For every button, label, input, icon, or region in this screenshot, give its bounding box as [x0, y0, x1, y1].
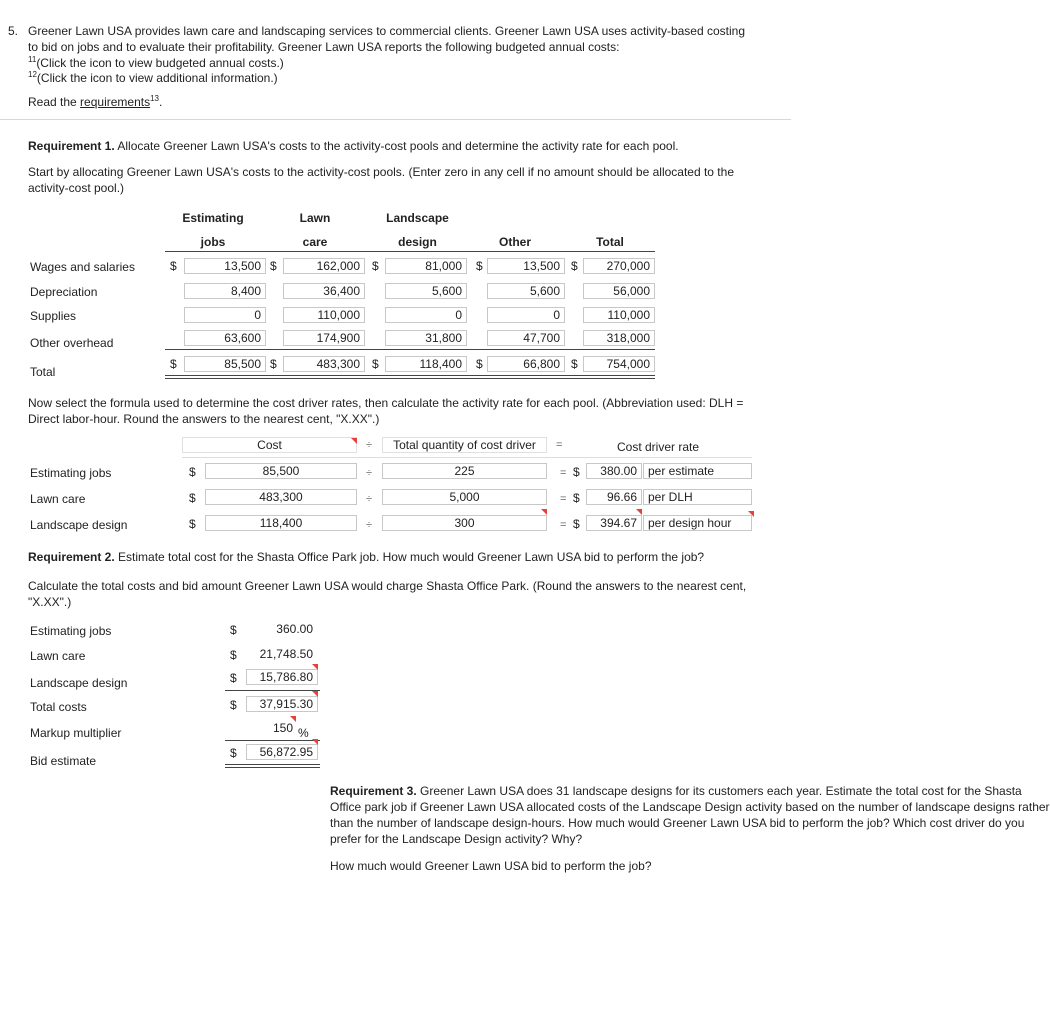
equals-icon: =	[560, 493, 567, 505]
supplies-other-input[interactable]: 0	[487, 307, 565, 323]
divide-icon: ÷	[366, 439, 373, 451]
rate-header-underline	[182, 457, 752, 458]
col-header-landscape: design	[398, 235, 437, 249]
col-header-estimating: jobs	[200, 235, 226, 249]
reference-text: (Click the icon to view additional information.)	[36, 71, 278, 85]
total-lawn-input[interactable]: 483,300	[283, 356, 365, 372]
currency-sign: $	[573, 491, 580, 505]
rate-label-lawn: Lawn care	[30, 492, 86, 506]
budgeted-costs-link[interactable]	[28, 55, 284, 70]
wages-landscape-input[interactable]: 81,000	[385, 258, 467, 274]
rate-qty-landscape-input[interactable]: 300	[382, 515, 547, 531]
rate-cost-lawn-input[interactable]: 483,300	[205, 489, 357, 505]
row-label-wages: Wages and salaries	[30, 260, 135, 274]
question-number: 5.	[8, 24, 19, 38]
rate-label-estimating: Estimating jobs	[30, 466, 112, 480]
currency-sign: $	[573, 517, 580, 531]
row-label-depreciation: Depreciation	[30, 285, 98, 299]
header-underline	[165, 251, 655, 252]
requirements-ref: 13	[150, 94, 159, 103]
wages-lawn-input[interactable]: 162,000	[283, 258, 365, 274]
req2-lawn-input[interactable]: 21,748.50	[246, 646, 318, 662]
reference-number: 12	[28, 70, 37, 79]
req2-instruction-1: Calculate the total costs and bid amount Greener Lawn USA would charge Shasta Office Park. (Round the answers to the nearest cent,	[28, 579, 747, 593]
equals-icon: =	[560, 519, 567, 531]
col-header-total: Total	[596, 235, 624, 249]
formula-quantity-select[interactable]: Total quantity of cost driver	[382, 437, 547, 453]
currency-sign: $	[476, 259, 483, 273]
col-header-lawn: care	[302, 235, 328, 249]
wages-other-input[interactable]: 13,500	[487, 258, 565, 274]
req2-label-estimating: Estimating jobs	[30, 624, 112, 638]
req2-label-bid: Bid estimate	[30, 754, 97, 768]
divide-icon: ÷	[366, 493, 373, 505]
currency-sign: $	[230, 623, 237, 637]
currency-sign: $	[573, 465, 580, 479]
rate-qty-lawn-input[interactable]: 5,000	[382, 489, 547, 505]
currency-sign: $	[170, 357, 177, 371]
req1-instruction-2: activity-cost pool.)	[28, 181, 125, 195]
reference-text: (Click the icon to view budgeted annual costs.)	[36, 56, 284, 70]
dropdown-indicator-icon	[351, 438, 357, 444]
supplies-landscape-input[interactable]: 0	[385, 307, 467, 323]
incorrect-flag-icon	[312, 739, 318, 745]
currency-sign: $	[230, 648, 237, 662]
intro-line-2: to bid on jobs and to evaluate their profitability. Greener Lawn USA reports the following budgeted annual costs:	[28, 40, 620, 54]
supplies-total-input[interactable]: 110,000	[583, 307, 655, 323]
reference-number: 11	[28, 55, 37, 64]
read-suffix: .	[158, 95, 163, 109]
col-header-lawn: Lawn	[299, 211, 331, 225]
formula-cost-select[interactable]: Cost	[182, 437, 357, 453]
incorrect-flag-icon	[636, 509, 642, 515]
row-label-other-overhead: Other overhead	[30, 336, 114, 350]
req3-line-4: prefer for the Landscape Design activity? Why?	[330, 832, 583, 846]
wages-estimating-input[interactable]: 13,500	[184, 258, 266, 274]
depreciation-landscape-input[interactable]: 5,600	[385, 283, 467, 299]
req2-markup-input[interactable]: 150	[270, 720, 296, 736]
overhead-estimating-input[interactable]: 63,600	[184, 330, 266, 346]
req1-instruction-1: Start by allocating Greener Lawn USA's costs to the activity-cost pools. (Enter zero in any cell if no amount should be allocated to the	[28, 165, 734, 179]
incorrect-flag-icon	[541, 509, 547, 515]
req2-instruction-2: "X.XX".)	[28, 595, 72, 609]
req2-label-total-costs: Total costs	[30, 700, 87, 714]
rate-cost-landscape-input[interactable]: 118,400	[205, 515, 357, 531]
depreciation-estimating-input[interactable]: 8,400	[184, 283, 266, 299]
incorrect-flag-icon	[290, 716, 296, 722]
currency-sign: $	[270, 259, 277, 273]
overhead-total-input[interactable]: 318,000	[583, 330, 655, 346]
req2-title: Requirement 2.	[28, 550, 115, 564]
req1-title: Requirement 1.	[28, 139, 115, 153]
unit-lawn-select[interactable]: per DLH	[643, 489, 752, 505]
unit-landscape-select[interactable]: per design hour	[643, 515, 752, 531]
req2-heading	[28, 550, 704, 564]
req2-bid-double-underline	[225, 764, 320, 765]
rate-instruction-1: Now select the formula used to determine the cost driver rates, then calculate the activity rate for each pool. (Abbreviation used: DLH =	[28, 396, 744, 410]
unit-estimating-select[interactable]: per estimate	[643, 463, 752, 479]
row-label-supplies: Supplies	[30, 309, 77, 323]
supplies-lawn-input[interactable]: 110,000	[283, 307, 365, 323]
currency-sign: $	[230, 746, 237, 760]
currency-sign: $	[476, 357, 483, 371]
equals-icon: =	[560, 467, 567, 479]
divider	[0, 119, 791, 120]
rate-instruction-2: Direct labor-hour. Round the answers to the nearest cent, "X.XX".)	[28, 412, 380, 426]
intro-line-1: Greener Lawn USA provides lawn care and landscaping services to commercial clients. Greener Lawn USA uses activity-based costing	[28, 24, 746, 38]
rate-estimating-input[interactable]: 380.00	[586, 463, 642, 479]
cost-driver-rate-header: Cost driver rate	[617, 440, 700, 454]
additional-info-link[interactable]	[28, 70, 278, 85]
req3-line-2: Office park job if Greener Lawn USA allocated costs of the Landscape Design activity based on the number of landscape designs rather	[330, 800, 1050, 814]
col-header-estimating: Estimating	[182, 211, 244, 225]
req3-line-3: than the number of landscape design-hours. How much would Greener Lawn USA bid to perform the job? Which cost driver do you	[330, 816, 1025, 830]
req3-title: Requirement 3.	[330, 784, 417, 798]
incorrect-flag-icon	[748, 511, 754, 517]
currency-sign: $	[189, 517, 196, 531]
rate-qty-estimating-input[interactable]: 225	[382, 463, 547, 479]
overhead-landscape-input[interactable]: 31,800	[385, 330, 467, 346]
divide-icon: ÷	[366, 467, 373, 479]
total-total-input[interactable]: 754,000	[583, 356, 655, 372]
rate-label-landscape: Landscape design	[30, 518, 128, 532]
row-label-total: Total	[30, 365, 56, 379]
read-requirements	[28, 94, 162, 109]
incorrect-flag-icon	[312, 691, 318, 697]
currency-sign: $	[372, 357, 379, 371]
incorrect-flag-icon	[312, 664, 318, 670]
overhead-lawn-input[interactable]: 174,900	[283, 330, 365, 346]
supplies-estimating-input[interactable]: 0	[184, 307, 266, 323]
total-landscape-input[interactable]: 118,400	[385, 356, 467, 372]
depreciation-other-input[interactable]: 5,600	[487, 283, 565, 299]
requirements-link[interactable]: requirements	[80, 95, 151, 109]
currency-sign: $	[189, 491, 196, 505]
req2-total-costs-input[interactable]: 37,915.30	[246, 696, 318, 712]
divide-icon: ÷	[366, 519, 373, 531]
req2-markup-underline	[225, 740, 320, 741]
currency-sign: $	[270, 357, 277, 371]
currency-sign: $	[571, 357, 578, 371]
currency-sign: $	[571, 259, 578, 273]
subtotal-underline	[165, 349, 655, 350]
total-other-input[interactable]: 66,800	[487, 356, 565, 372]
col-header-landscape: Landscape	[386, 211, 449, 225]
depreciation-total-input[interactable]: 56,000	[583, 283, 655, 299]
currency-sign: $	[189, 465, 196, 479]
depreciation-lawn-input[interactable]: 36,400	[283, 283, 365, 299]
req3-question: How much would Greener Lawn USA bid to perform the job?	[330, 859, 652, 873]
req2-label-lawn: Lawn care	[30, 649, 86, 663]
req2-estimating-input[interactable]: 360.00	[246, 621, 318, 637]
col-header-other: Other	[498, 235, 531, 249]
total-estimating-input[interactable]: 85,500	[184, 356, 266, 372]
total-double-underline	[165, 378, 655, 379]
req2-title-text: Estimate total cost for the Shasta Office Park job. How much would Greener Lawn USA bid to perform the job?	[114, 550, 705, 564]
rate-cost-estimating-input[interactable]: 85,500	[205, 463, 357, 479]
rate-lawn-input[interactable]: 96.66	[586, 489, 642, 505]
req2-label-landscape: Landscape design	[30, 676, 128, 690]
req2-subtotal-underline	[225, 690, 320, 691]
req2-landscape-input[interactable]: 15,786.80	[246, 669, 318, 685]
req1-title-text: Allocate Greener Lawn USA's costs to the activity-cost pools and determine the activity rate for each pool.	[114, 139, 679, 153]
equals-icon: =	[556, 439, 563, 451]
rate-landscape-input[interactable]: 394.67	[586, 515, 642, 531]
req2-bid-input[interactable]: 56,872.95	[246, 744, 318, 760]
req3-line-1	[330, 784, 1022, 798]
overhead-other-input[interactable]: 47,700	[487, 330, 565, 346]
percent-sign: %	[298, 726, 309, 740]
currency-sign: $	[170, 259, 177, 273]
req2-bid-double-underline	[225, 767, 320, 768]
currency-sign: $	[230, 698, 237, 712]
currency-sign: $	[230, 671, 237, 685]
req2-label-markup: Markup multiplier	[30, 726, 122, 740]
wages-total-input[interactable]: 270,000	[583, 258, 655, 274]
read-prefix: Read the	[28, 95, 81, 109]
currency-sign: $	[372, 259, 379, 273]
total-double-underline	[165, 375, 655, 376]
req1-heading	[28, 139, 679, 153]
req3-line-1-text: Greener Lawn USA does 31 landscape designs for its customers each year. Estimate the total cost for the Shasta	[416, 784, 1022, 798]
